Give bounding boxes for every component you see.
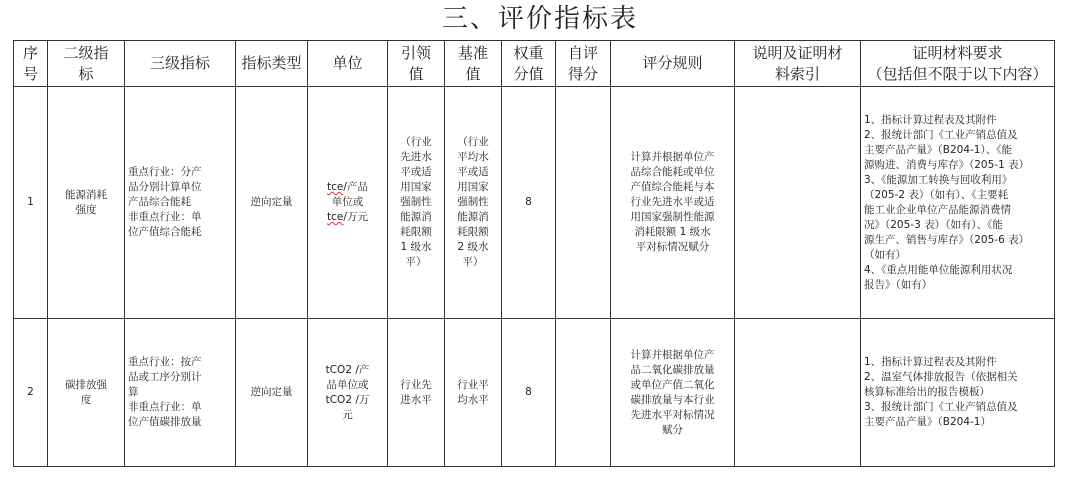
cell-rule-line: 产值综合能耗与本 bbox=[630, 181, 715, 193]
cell-materials-line: （205-2 表）（如有）、《主要耗 bbox=[864, 188, 1009, 201]
cell-level3-line: 非重点行业：单 bbox=[128, 211, 202, 223]
cell-base-line: 用国家 bbox=[457, 181, 489, 193]
header-self-score bbox=[556, 41, 611, 87]
cell-lead-line: 能源消 bbox=[400, 211, 432, 223]
cell-rule-line: 碳排放量与本行业 bbox=[630, 393, 715, 406]
cell-rule-line: 品综合能耗或单位 bbox=[630, 166, 715, 178]
cell-materials-line: 2、报统计部门《工业产销总值及 bbox=[864, 128, 1018, 141]
cell-materials bbox=[861, 319, 1055, 467]
header-text: 基准 bbox=[457, 43, 488, 62]
cell-rule-line: 计算并根据单位产 bbox=[630, 348, 715, 361]
cell-unit-line: tce/产品 bbox=[327, 181, 368, 193]
cell-no: 2 bbox=[14, 319, 48, 467]
cell-rule-line: 品二氧化碳排放量 bbox=[630, 363, 715, 376]
header-text: 二级指 bbox=[63, 43, 109, 62]
cell-level2-line: 能源消耗 bbox=[65, 188, 107, 201]
cell-rule-line: 计算并根据单位产 bbox=[630, 151, 715, 163]
cell-lead-line: （行业 bbox=[400, 136, 432, 148]
cell-weight: 8 bbox=[502, 319, 556, 467]
header-type bbox=[236, 41, 308, 87]
cell-level3 bbox=[125, 319, 236, 467]
cell-lead-line: 用国家 bbox=[400, 181, 432, 193]
header-lead bbox=[388, 41, 445, 87]
cell-self-score bbox=[556, 319, 611, 467]
header-text: 标 bbox=[78, 64, 94, 83]
cell-unit bbox=[308, 87, 388, 319]
cell-lead-line: 耗限额 bbox=[400, 226, 432, 238]
header-text: 权重 bbox=[513, 43, 544, 62]
evaluation-table bbox=[13, 40, 1055, 467]
cell-unit-line: tce/万元 bbox=[327, 211, 368, 223]
cell-level2-line: 碳排放强 bbox=[65, 378, 107, 391]
header-text: 指标类型 bbox=[241, 54, 302, 72]
header-text: 引领 bbox=[400, 43, 431, 62]
header-unit bbox=[308, 41, 388, 87]
cell-unit-line: 单位或 bbox=[331, 196, 364, 208]
cell-rule-line: 用国家强制性能源 bbox=[630, 211, 715, 223]
cell-base-line: 平均水 bbox=[457, 151, 489, 163]
cell-base-line: 平或适 bbox=[457, 166, 489, 178]
header-text: 序 bbox=[22, 43, 38, 62]
cell-materials-line: 况》（205-3 表）（如有）、《能 bbox=[864, 218, 1003, 231]
cell-lead-line: 平或适 bbox=[400, 166, 432, 178]
page-title: 三、评价指标表 bbox=[441, 4, 638, 34]
header-text: 号 bbox=[22, 64, 38, 83]
table-header-row bbox=[14, 41, 1055, 87]
header-text: 证明材料要求 bbox=[912, 43, 1003, 62]
header-no bbox=[14, 41, 48, 87]
cell-base-line: 行业平 bbox=[457, 378, 489, 391]
cell-rule-line: 或单位产值二氧化 bbox=[630, 378, 715, 391]
cell-lead-line: 先进水 bbox=[400, 151, 432, 163]
cell-materials-line: 报告》（如有） bbox=[864, 278, 933, 291]
header-text: 评分规则 bbox=[642, 54, 703, 72]
cell-base-line: 耗限额 bbox=[457, 226, 489, 238]
header-text: 三级指标 bbox=[149, 54, 210, 72]
cell-unit-line: 品单位或 bbox=[326, 378, 369, 391]
cell-materials-line: 源购进、消费与库存》（205-1 表） bbox=[864, 158, 1030, 171]
cell-index bbox=[735, 319, 861, 467]
cell-base-line: 能源消 bbox=[457, 211, 489, 223]
cell-rule-line: 平对标情况赋分 bbox=[635, 241, 710, 253]
cell-level3-line: 产品综合能耗 bbox=[128, 196, 191, 208]
cell-materials-line: 2、温室气体排放报告（依据相关 bbox=[864, 371, 1018, 383]
header-text: 值 bbox=[465, 64, 481, 83]
cell-index bbox=[735, 87, 861, 319]
cell-unit-line: tCO2 /产 bbox=[325, 363, 370, 376]
cell-level3-line: 重点行业：按产 bbox=[128, 356, 202, 368]
cell-level3-line: 品或工序分别计 bbox=[128, 371, 202, 383]
cell-lead-line: 进水平 bbox=[400, 393, 432, 406]
header-weight bbox=[502, 41, 556, 87]
cell-base bbox=[445, 319, 502, 467]
header-level3 bbox=[125, 41, 236, 87]
table-row bbox=[14, 319, 1055, 467]
cell-level3-line: 非重点行业：单 bbox=[128, 401, 202, 413]
header-text: （包括但不限于以下内容） bbox=[867, 64, 1048, 83]
cell-rule-line: 行业先进水平或适 bbox=[630, 196, 715, 208]
cell-base-line: （行业 bbox=[457, 136, 489, 148]
cell-materials-line: 核算标准给出的报告模板） bbox=[864, 386, 990, 398]
cell-materials-line: 能工业企业单位产品能源消费情 bbox=[864, 203, 1011, 216]
cell-base-line: 均水平 bbox=[457, 393, 489, 406]
header-text: 自评 bbox=[567, 43, 598, 62]
cell-level3 bbox=[125, 87, 236, 319]
cell-level2-line: 度 bbox=[80, 393, 92, 406]
cell-materials-line: （如有） bbox=[864, 248, 906, 261]
cell-lead bbox=[388, 87, 445, 319]
cell-unit-line: tCO2 /万 bbox=[325, 393, 370, 406]
cell-materials-line: 4、《重点用能单位能源利用状况 bbox=[864, 263, 1013, 276]
cell-lead-line: 行业先 bbox=[400, 378, 432, 391]
header-text: 料索引 bbox=[774, 64, 820, 83]
cell-lead-line: 强制性 bbox=[400, 196, 432, 208]
header-materials bbox=[861, 41, 1055, 87]
cell-lead bbox=[388, 319, 445, 467]
cell-rule-line: 赋分 bbox=[662, 423, 683, 436]
cell-materials-line: 3、报统计部门《工业产销总值及 bbox=[864, 401, 1018, 413]
header-rule bbox=[611, 41, 735, 87]
cell-base bbox=[445, 87, 502, 319]
cell-materials bbox=[861, 87, 1055, 319]
header-base bbox=[445, 41, 502, 87]
cell-materials-line: 1、指标计算过程表及其附件 bbox=[864, 113, 997, 126]
cell-level2 bbox=[48, 87, 125, 319]
cell-base-line: 2 级水 bbox=[457, 241, 489, 253]
header-text: 得分 bbox=[567, 64, 598, 83]
header-level2 bbox=[48, 41, 125, 87]
cell-rule bbox=[611, 87, 735, 319]
cell-weight: 8 bbox=[502, 87, 556, 319]
cell-materials-line: 主要产品产量》（B204-1） bbox=[864, 416, 991, 428]
cell-level2 bbox=[48, 319, 125, 467]
cell-materials-line: 1、指标计算过程表及其附件 bbox=[864, 356, 997, 368]
cell-rule-line: 先进水平对标情况 bbox=[630, 408, 715, 421]
cell-materials-line: 3、《能源加工转换与回收利用》 bbox=[864, 173, 1013, 186]
header-text: 值 bbox=[408, 64, 424, 83]
cell-materials-line: 主要产品产量》（B204-1）、《能 bbox=[864, 143, 1012, 156]
cell-lead-line: 平） bbox=[405, 256, 427, 268]
cell-level3-line: 品分别计算单位 bbox=[128, 181, 202, 193]
cell-level2-line: 强度 bbox=[75, 203, 97, 216]
header-text: 分值 bbox=[513, 64, 544, 83]
cell-level3-line: 算 bbox=[128, 386, 139, 398]
cell-base-line: 强制性 bbox=[457, 196, 489, 208]
cell-level3-line: 重点行业：分产 bbox=[128, 166, 202, 178]
cell-level3-line: 位产值碳排放量 bbox=[128, 416, 202, 428]
cell-type: 逆向定量 bbox=[236, 87, 308, 319]
header-text: 单位 bbox=[332, 54, 363, 72]
cell-unit bbox=[308, 319, 388, 467]
cell-unit-line: 元 bbox=[342, 408, 353, 421]
header-text: 说明及证明材 bbox=[752, 43, 843, 62]
cell-self-score bbox=[556, 87, 611, 319]
cell-lead-line: 1 级水 bbox=[400, 241, 432, 253]
cell-base-line: 平） bbox=[462, 256, 484, 268]
cell-level3-line: 位产值综合能耗 bbox=[128, 226, 202, 238]
cell-no: 1 bbox=[14, 87, 48, 319]
cell-rule-line: 消耗限额 1 级水 bbox=[634, 226, 711, 238]
cell-type: 逆向定量 bbox=[236, 319, 308, 467]
header-index bbox=[735, 41, 861, 87]
cell-rule bbox=[611, 319, 735, 467]
cell-materials-line: 源生产、销售与库存》（205-6 表） bbox=[864, 233, 1030, 246]
table-row bbox=[14, 87, 1055, 319]
